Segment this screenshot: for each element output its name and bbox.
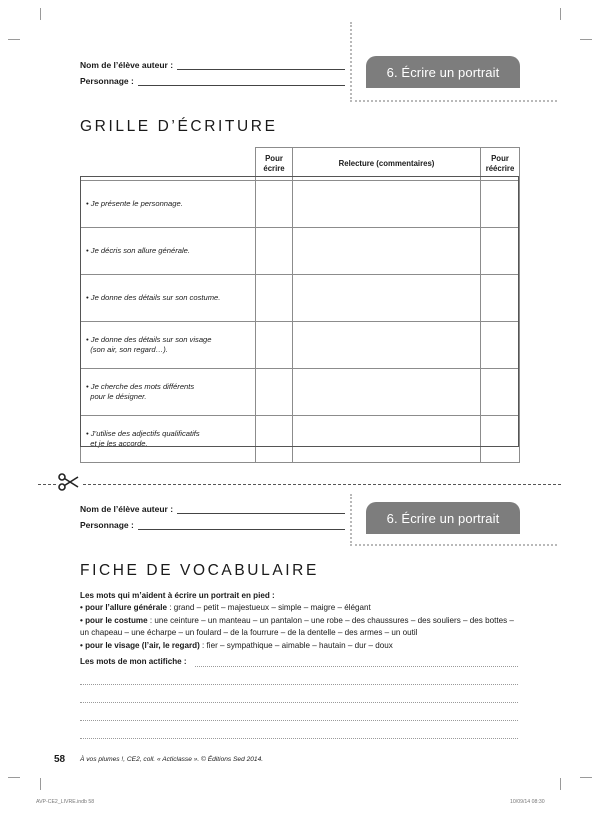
- criterion-cell: • Je décris son allure générale.: [81, 228, 256, 275]
- crop-mark: [560, 778, 561, 790]
- student-name-label: Nom de l’élève auteur :: [80, 60, 174, 70]
- visage-label: • pour le visage (l’air, le regard): [80, 640, 200, 650]
- col-relecture: Relecture (commentaires): [293, 148, 481, 181]
- credit-line: À vos plumes !, CE2, coll. « Acticlasse ». © Éditions Sed 2014.: [80, 756, 264, 763]
- writing-line[interactable]: [80, 684, 518, 685]
- table-row: [81, 322, 520, 369]
- col-pour-reecrire: Pour réécrire: [481, 148, 520, 181]
- writing-line[interactable]: [80, 738, 518, 739]
- crop-mark: [40, 778, 41, 790]
- slug-date: 10/09/14 08:30: [510, 799, 545, 805]
- col-pour-ecrire: Pour écrire: [256, 148, 293, 181]
- vocab-title: FICHE DE VOCABULAIRE: [80, 562, 319, 579]
- vocab-block: [80, 590, 525, 668]
- check-cell[interactable]: [256, 275, 293, 322]
- writing-line[interactable]: [80, 702, 518, 703]
- costume-text: : une ceinture – un manteau – un pantalon – une robe – des chaussures – des souliers – des bottes – un chapeau – une écharpe – un foulard – de la fourrure – de la dentelle – des armes – un outil: [80, 615, 514, 638]
- check-cell[interactable]: [256, 416, 293, 463]
- check-cell[interactable]: [481, 228, 520, 275]
- table-row: [81, 416, 520, 463]
- comment-cell[interactable]: [293, 275, 481, 322]
- writing-line[interactable]: [195, 666, 518, 667]
- student-name-field: [80, 60, 345, 70]
- actifiche-label: Les mots de mon actifiche :: [80, 657, 187, 667]
- vocab-visage: [80, 640, 525, 652]
- writing-grid: [80, 147, 520, 463]
- table-row: [81, 228, 520, 275]
- character-line[interactable]: [138, 76, 345, 86]
- check-cell[interactable]: [256, 181, 293, 228]
- student-name-label: Nom de l’élève auteur :: [80, 504, 174, 514]
- criterion-cell: • J’utilise des adjectifs qualificatifs et je les accorde.: [81, 416, 256, 463]
- character-line[interactable]: [138, 520, 345, 530]
- crop-mark: [8, 39, 20, 40]
- vocab-allure: [80, 602, 525, 614]
- grid-header-row: [81, 148, 520, 181]
- allure-label: • pour l’allure générale: [80, 603, 167, 613]
- crop-mark: [8, 777, 20, 778]
- vocab-costume: [80, 615, 525, 640]
- check-cell[interactable]: [481, 322, 520, 369]
- section-tab: 6. Écrire un portrait: [366, 502, 520, 534]
- student-name-line[interactable]: [177, 60, 345, 70]
- check-cell[interactable]: [256, 322, 293, 369]
- character-label: Personnage :: [80, 520, 134, 530]
- student-name-line[interactable]: [177, 504, 345, 514]
- table-row: [81, 181, 520, 228]
- crop-mark: [40, 8, 41, 20]
- check-cell[interactable]: [481, 181, 520, 228]
- writing-line[interactable]: [80, 720, 518, 721]
- check-cell[interactable]: [256, 369, 293, 416]
- scissors-icon: [56, 473, 82, 496]
- criterion-cell: • Je donne des détails sur son visage (son air, son regard…).: [81, 322, 256, 369]
- criterion-cell: • Je présente le personnage.: [81, 181, 256, 228]
- costume-label: • pour le costume: [80, 615, 148, 625]
- grid-title: GRILLE D’ÉCRITURE: [80, 118, 278, 135]
- crop-mark: [580, 39, 592, 40]
- section-tab: 6. Écrire un portrait: [366, 56, 520, 88]
- character-field: [80, 76, 345, 86]
- crop-mark: [580, 777, 592, 778]
- check-cell[interactable]: [481, 275, 520, 322]
- criterion-cell: • Je donne des détails sur son costume.: [81, 275, 256, 322]
- character-field: [80, 520, 345, 530]
- table-row: [81, 275, 520, 322]
- comment-cell[interactable]: [293, 181, 481, 228]
- slug-file: AVP-CE2_LIVRE.indb 58: [36, 799, 95, 805]
- check-cell[interactable]: [256, 228, 293, 275]
- crop-mark: [560, 8, 561, 20]
- check-cell[interactable]: [481, 416, 520, 463]
- comment-cell[interactable]: [293, 228, 481, 275]
- allure-text: : grand – petit – majestueux – simple – maigre – élégant: [166, 603, 371, 613]
- cut-line: [38, 484, 561, 485]
- visage-text: : fier – sympathique – aimable – hautain – dur – doux: [199, 640, 393, 650]
- grid-corner: [81, 148, 256, 181]
- student-name-field: [80, 504, 345, 514]
- character-label: Personnage :: [80, 76, 134, 86]
- comment-cell[interactable]: [293, 322, 481, 369]
- check-cell[interactable]: [481, 369, 520, 416]
- comment-cell[interactable]: [293, 369, 481, 416]
- criterion-cell: • Je cherche des mots différents pour le désigner.: [81, 369, 256, 416]
- vocab-intro: Les mots qui m’aident à écrire un portrait en pied :: [80, 591, 275, 600]
- table-row: [81, 369, 520, 416]
- comment-cell[interactable]: [293, 416, 481, 463]
- page-number: 58: [54, 754, 66, 765]
